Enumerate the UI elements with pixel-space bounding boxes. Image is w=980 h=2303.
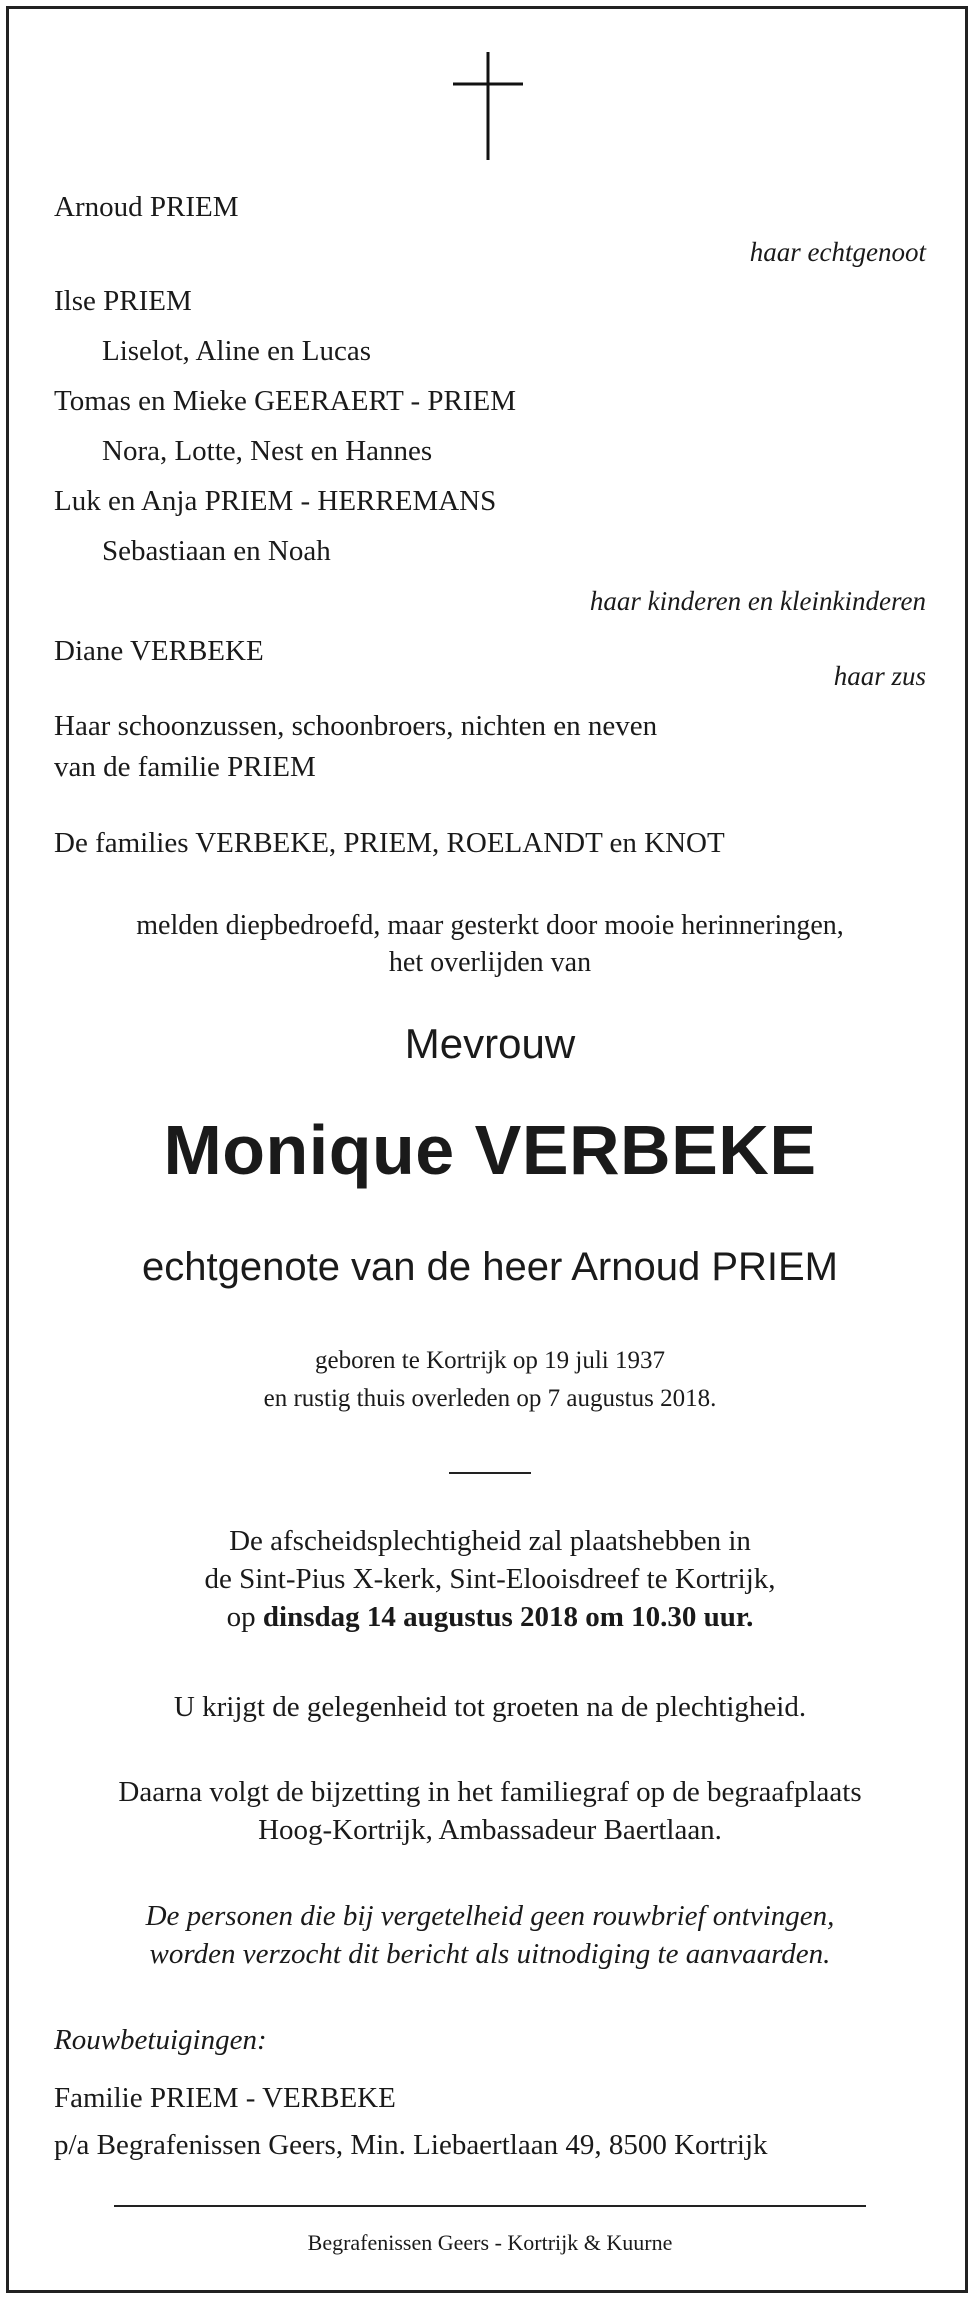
- ceremony-date-prefix: op: [226, 1601, 256, 1633]
- grandchildren-names: Sebastiaan en Noah: [102, 535, 331, 567]
- footer-divider: [114, 2205, 866, 2207]
- children-role: haar kinderen en kleinkinderen: [589, 586, 926, 616]
- notice-line-1: De personen die bij vergetelheid geen rouwbrief ontvingen,: [145, 1900, 835, 1932]
- grandchildren-names: Liselot, Aline en Lucas: [102, 335, 371, 367]
- grandchildren-names: Nora, Lotte, Nest en Hannes: [102, 435, 433, 467]
- deceased-name: Monique VERBEKE: [163, 1111, 817, 1189]
- inlaws-line-1: Haar schoonzussen, schoonbroers, nichten en neven: [54, 710, 658, 742]
- burial-line-1: Daarna volgt de bijzetting in het familiegraf op de begraafplaats: [118, 1776, 862, 1808]
- child-name: Tomas en Mieke GEERAERT - PRIEM: [54, 385, 517, 417]
- section-divider: [449, 1472, 531, 1474]
- funeral-home: Begrafenissen Geers - Kortrijk & Kuurne: [307, 2230, 673, 2255]
- greeting-line: U krijgt de gelegenheid tot groeten na de plechtigheid.: [173, 1691, 807, 1723]
- condolences-family: Familie PRIEM - VERBEKE: [54, 2082, 396, 2114]
- deceased-title: Mevrouw: [404, 1020, 576, 1067]
- ceremony-line-2: de Sint-Pius X-kerk, Sint-Elooisdreef te Kortrijk,: [204, 1563, 776, 1595]
- inlaws-line-2: van de familie PRIEM: [54, 751, 316, 783]
- child-name: Ilse PRIEM: [54, 285, 192, 317]
- spouse-name: Arnoud PRIEM: [54, 191, 239, 223]
- cross-icon: [453, 52, 523, 160]
- announcement-line-2: het overlijden van: [388, 947, 592, 978]
- condolences-address: p/a Begrafenissen Geers, Min. Liebaertlaan 49, 8500 Kortrijk: [54, 2129, 768, 2161]
- deceased-relation: echtgenote van de heer Arnoud PRIEM: [141, 1245, 838, 1289]
- ceremony-date-line: [0, 1600, 980, 1635]
- birth-date-line: geboren te Kortrijk op 19 juli 1937: [315, 1347, 665, 1374]
- families-line: De families VERBEKE, PRIEM, ROELANDT en KNOT: [54, 827, 725, 859]
- death-date-line: en rustig thuis overleden op 7 augustus 2018.: [263, 1385, 717, 1412]
- announcement-line-1: melden diepbedroefd, maar gesterkt door mooie herinneringen,: [136, 910, 844, 941]
- notice-line-2: worden verzocht dit bericht als uitnodiging te aanvaarden.: [149, 1938, 831, 1970]
- child-name: Luk en Anja PRIEM - HERREMANS: [54, 485, 497, 517]
- ceremony-date: dinsdag 14 augustus 2018 om 10.30 uur.: [262, 1601, 754, 1633]
- condolences-label: Rouwbetuigingen:: [54, 2024, 267, 2056]
- sister-name: Diane VERBEKE: [54, 635, 264, 667]
- spouse-role: haar echtgenoot: [749, 237, 926, 267]
- sister-role: haar zus: [833, 661, 926, 691]
- burial-line-2: Hoog-Kortrijk, Ambassadeur Baertlaan.: [258, 1814, 722, 1846]
- ceremony-line-1: De afscheidsplechtigheid zal plaatshebben in: [229, 1525, 751, 1557]
